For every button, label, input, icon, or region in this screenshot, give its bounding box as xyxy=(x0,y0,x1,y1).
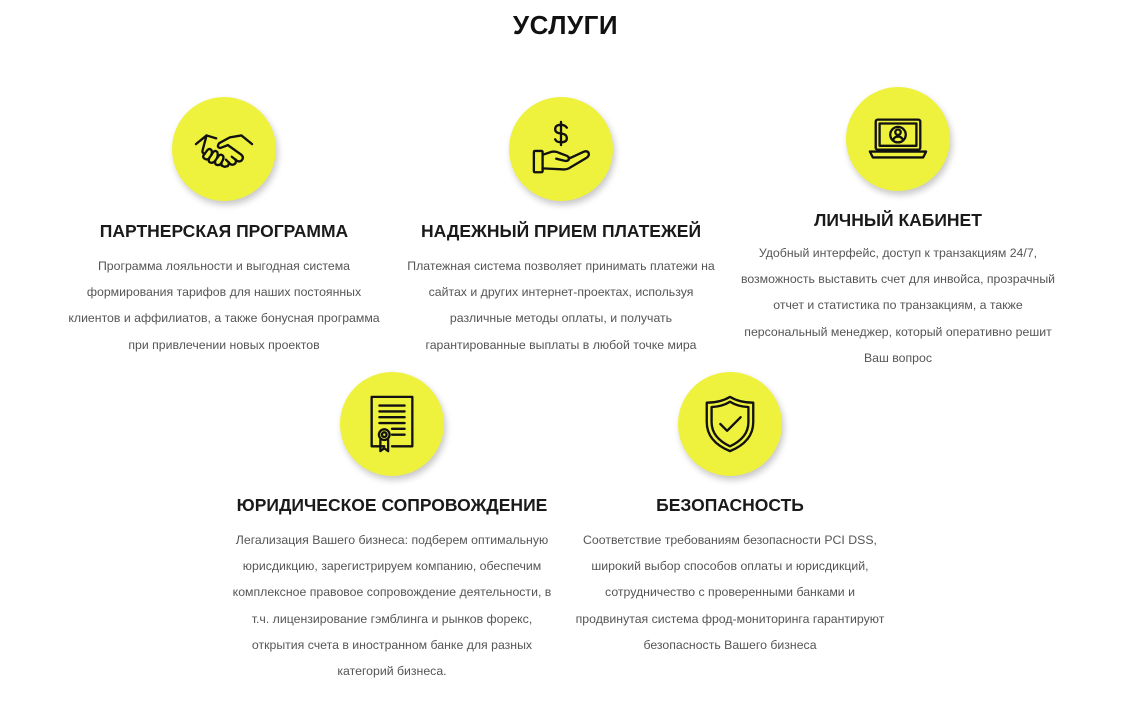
laptop-user-icon xyxy=(867,108,929,170)
service-card-legal xyxy=(212,372,572,684)
service-icon-circle xyxy=(678,372,782,476)
section-title: УСЛУГИ xyxy=(512,10,619,40)
service-icon-circle xyxy=(846,87,950,191)
description-line: категорий бизнеса. xyxy=(337,664,447,679)
service-card-partner xyxy=(44,97,404,358)
service-title: ПАРТНЕРСКАЯ ПРОГРАММА xyxy=(99,221,349,241)
handshake-icon xyxy=(193,118,255,180)
service-description xyxy=(44,253,404,358)
description-line: формирования тарифов для наших постоянных xyxy=(86,285,362,300)
description-line: продвинутая система фрод-мониторинга гарантируют xyxy=(575,611,885,626)
service-description xyxy=(381,253,741,358)
description-line: широкий выбор способов оплаты и юрисдикций, xyxy=(591,559,869,574)
service-description xyxy=(718,240,1078,371)
description-line: персональный менеджер, который оперативно решит xyxy=(744,324,1052,339)
description-line: отчет и статистика по транзакциям, а также xyxy=(773,298,1023,313)
service-icon-circle xyxy=(340,372,444,476)
service-icon-circle xyxy=(172,97,276,201)
description-line: сотрудничество с проверенными банками и xyxy=(605,585,855,600)
service-card-account xyxy=(718,87,1078,371)
description-line: возможность выставить счет для инвойса, прозрачный xyxy=(740,272,1056,287)
description-line: открытия счета в иностранном банке для разных xyxy=(251,637,533,652)
service-description xyxy=(550,527,910,658)
shield-check-icon xyxy=(699,393,761,455)
description-line: Ваш вопрос xyxy=(863,350,933,365)
description-line: гарантированные выплаты в любой точке мира xyxy=(425,337,697,352)
service-title: ЮРИДИЧЕСКОЕ СОПРОВОЖДЕНИЕ xyxy=(236,495,548,515)
description-line: Программа лояльности и выгодная система xyxy=(97,259,351,273)
service-title: БЕЗОПАСНОСТЬ xyxy=(656,495,804,515)
description-line: различные методы оплаты, и получать xyxy=(449,311,673,326)
service-title: НАДЕЖНЫЙ ПРИЕМ ПЛАТЕЖЕЙ xyxy=(420,221,702,241)
description-line: Удобный интерфейс, доступ к транзакциям 24/7, xyxy=(758,246,1038,260)
description-line: сайтах и других интернет-проектах, используя xyxy=(428,285,694,300)
service-card-payments xyxy=(381,97,741,358)
description-line: т.ч. лицензирование гэмблинга и рынков форекс, xyxy=(251,611,533,626)
certificate-icon xyxy=(361,393,423,455)
description-line: безопасность Вашего бизнеса xyxy=(643,637,817,652)
dollar-hand-icon xyxy=(530,118,592,180)
service-title: ЛИЧНЫЙ КАБИНЕТ xyxy=(814,210,982,230)
service-card-security xyxy=(550,372,910,658)
description-line: Легализация Вашего бизнеса: подберем оптимальную xyxy=(235,533,549,547)
description-line: Соответствие требованиям безопасности PCI DSS, xyxy=(583,533,877,547)
description-line: Платежная система позволяет принимать платежи на xyxy=(407,259,715,273)
service-icon-circle xyxy=(509,97,613,201)
service-description xyxy=(212,527,572,684)
description-line: клиентов и аффилиатов, а также бонусная программа xyxy=(68,311,380,326)
description-line: юрисдикцию, зарегистрируем компанию, обеспечим xyxy=(242,559,542,574)
description-line: при привлечении новых проектов xyxy=(128,337,320,352)
description-line: комплексное правовое сопровождение деятельности, в xyxy=(232,585,552,600)
